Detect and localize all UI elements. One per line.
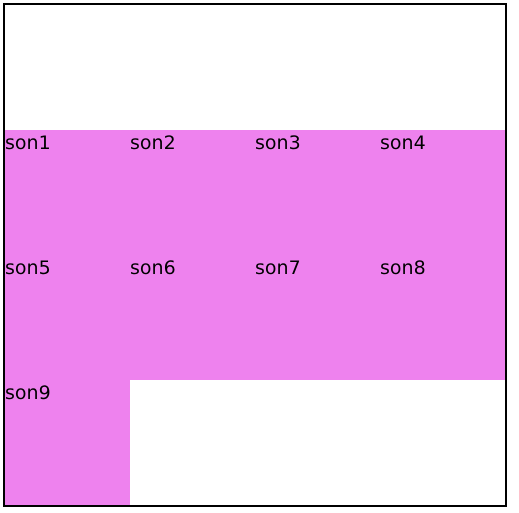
son-label: son9	[5, 382, 51, 404]
son-item-3	[255, 130, 380, 255]
son-item-8	[380, 255, 505, 380]
son-label: son5	[5, 257, 51, 279]
son-label: son4	[380, 132, 426, 154]
son-label: son2	[130, 132, 176, 154]
son-item-4	[380, 130, 505, 255]
son-label: son7	[255, 257, 301, 279]
son-item-5	[5, 255, 130, 380]
son-item-2	[130, 130, 255, 255]
son-item-6	[130, 255, 255, 380]
son-label: son1	[5, 132, 51, 154]
son-label: son6	[130, 257, 176, 279]
son-item-7	[255, 255, 380, 380]
son-label: son8	[380, 257, 426, 279]
parent-container	[3, 3, 507, 507]
son-grid	[5, 130, 505, 505]
son-item-9	[5, 380, 130, 505]
son-label: son3	[255, 132, 301, 154]
son-item-1	[5, 130, 130, 255]
